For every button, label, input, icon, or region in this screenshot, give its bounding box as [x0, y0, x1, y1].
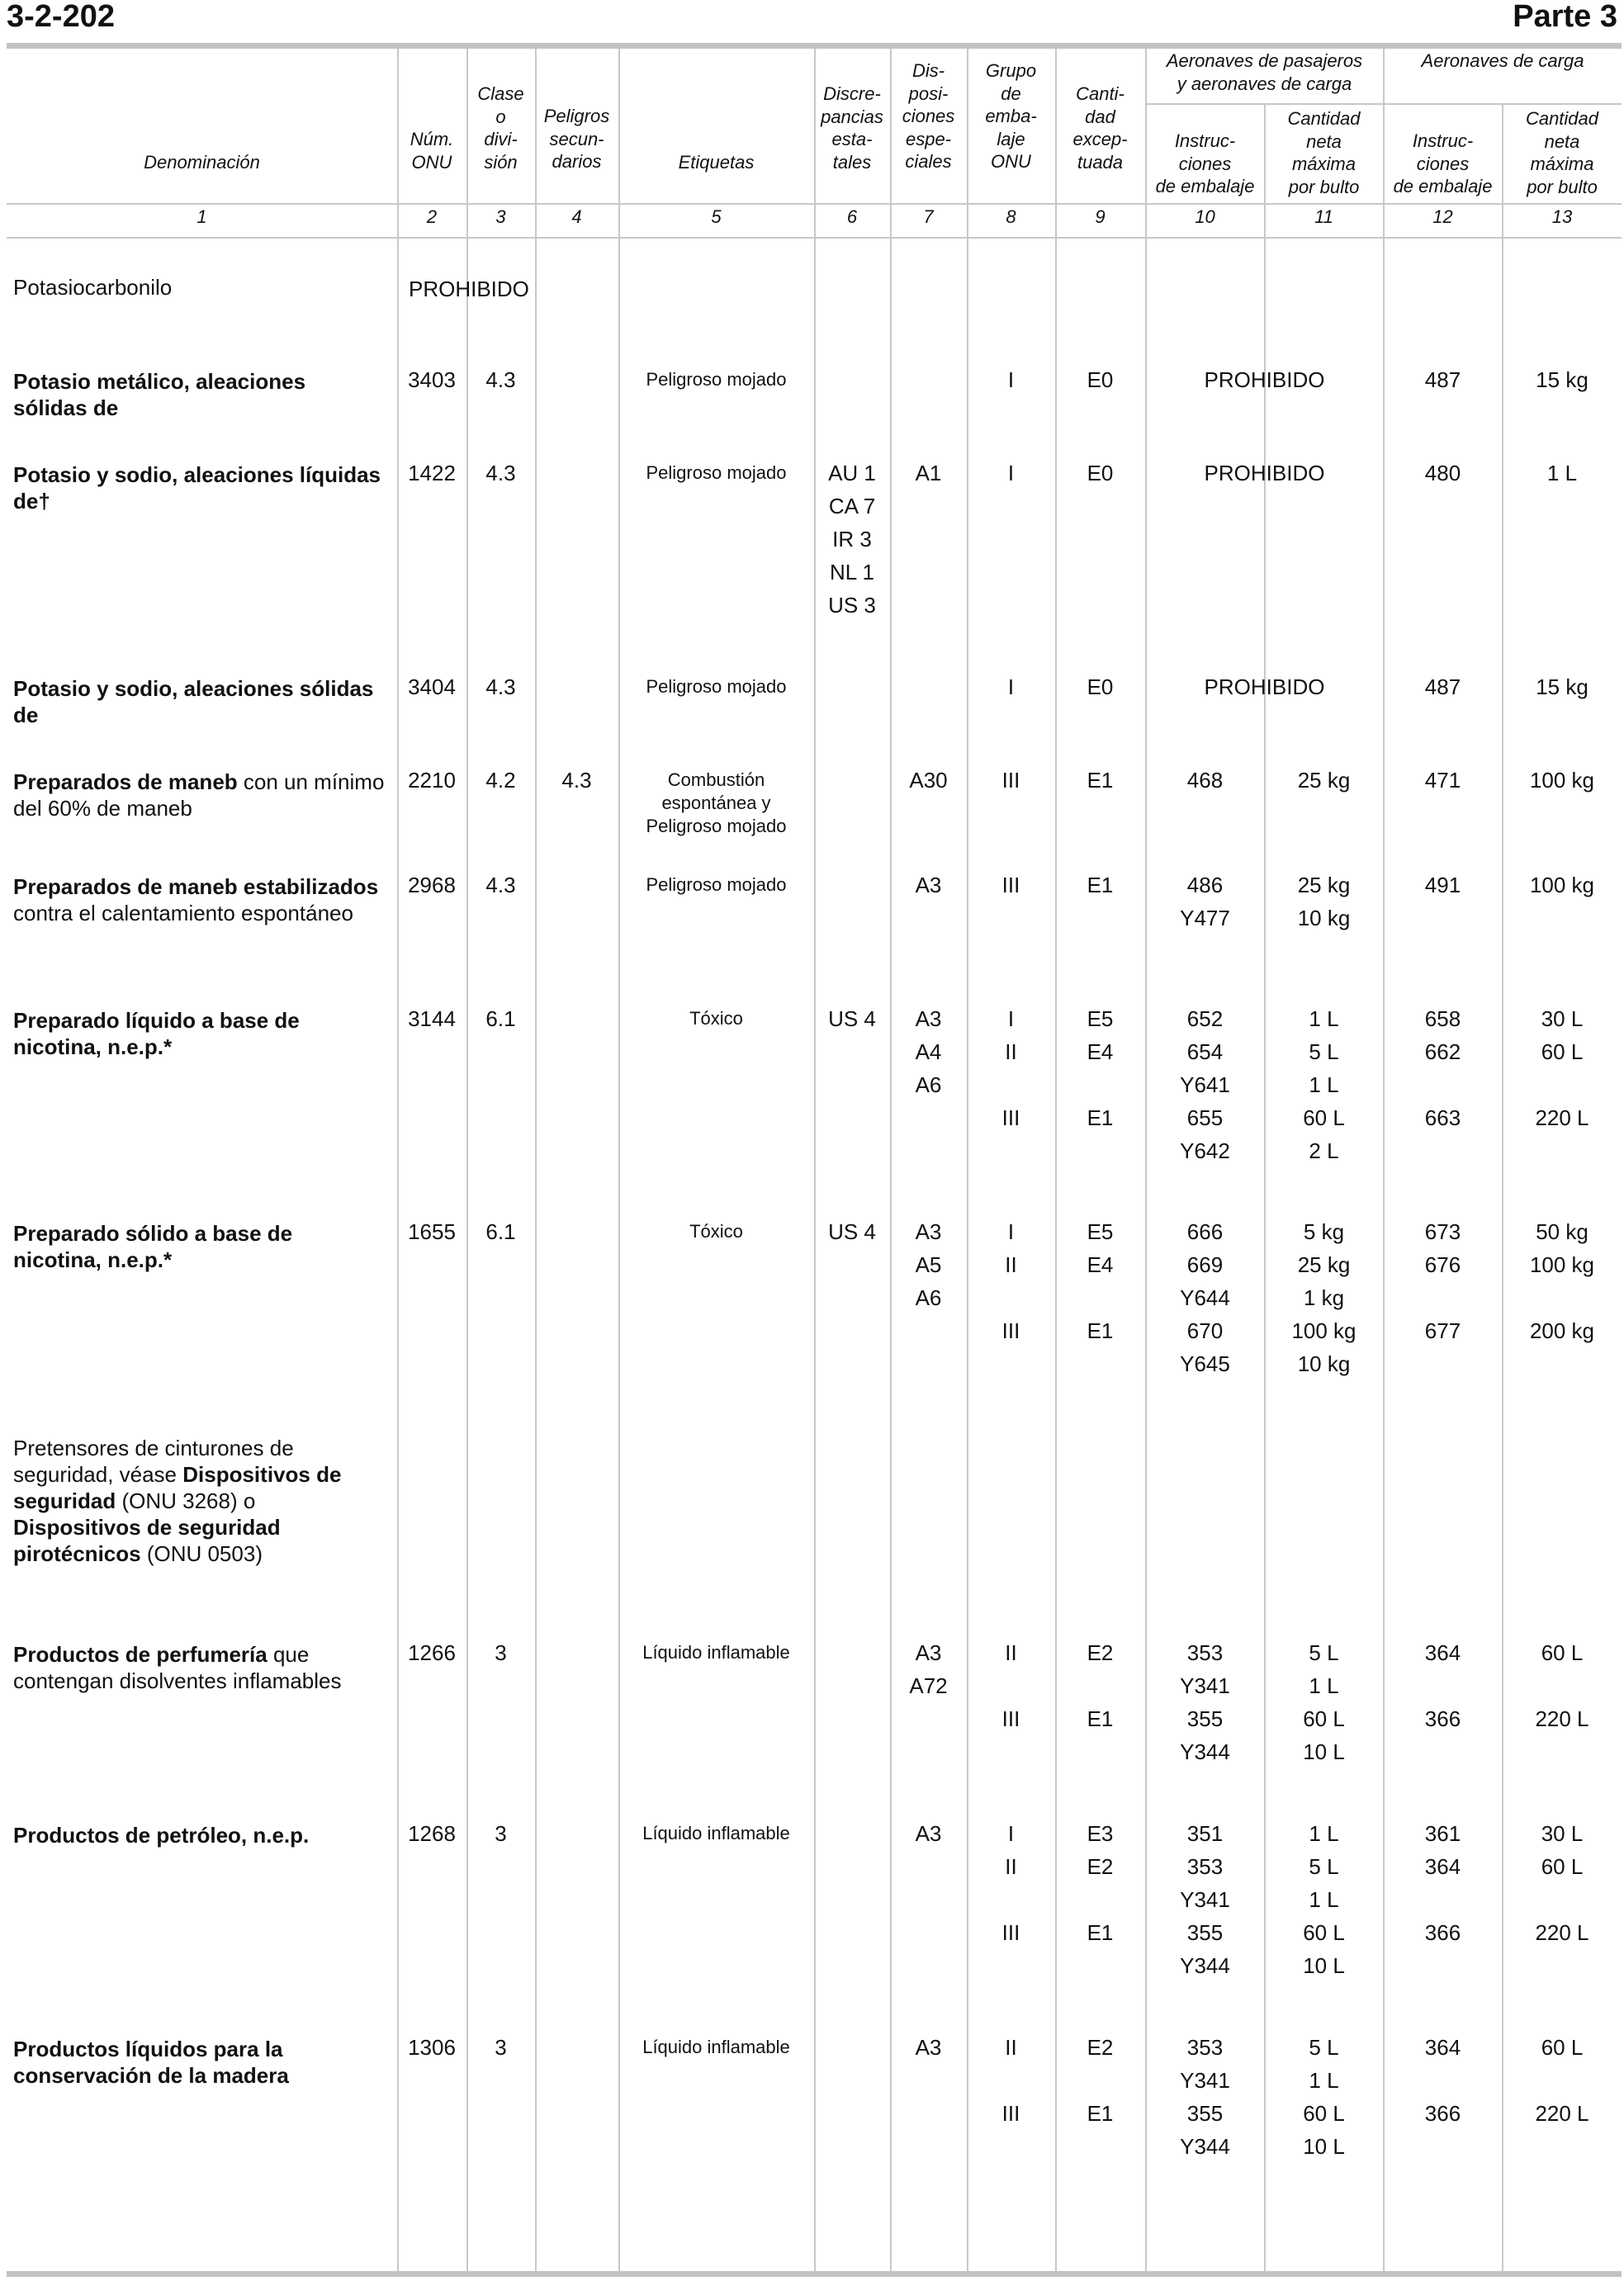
cell-pi-cargo: 487	[1424, 367, 1461, 392]
cell-pg: I	[1007, 367, 1015, 392]
cell-eq: E1	[1087, 873, 1114, 897]
colnum-12: 12	[1432, 206, 1453, 227]
colnum-6: 6	[846, 206, 858, 227]
cell-pi-cargo: 361 364 366	[1424, 1821, 1461, 1945]
cell-cls: 3	[495, 1640, 507, 1665]
cell-qty-cargo: 100 kg	[1529, 768, 1595, 793]
header-class: Clase o divi- sión	[477, 83, 524, 173]
cell-pg: I	[1007, 674, 1015, 699]
row-name-part: Potasiocarbonilo	[13, 275, 173, 300]
row-name-part: Dispositivos de seguridad pirotécnicos	[13, 1515, 281, 1566]
header-cargo-instructions: Instruc- ciones de embalaje	[1393, 130, 1493, 196]
colnum-1: 1	[196, 206, 207, 227]
header-excepted-qty: Canti- dad excep- tuada	[1072, 83, 1128, 173]
cell-qty-pass: 25 kg 10 kg	[1297, 873, 1351, 930]
cell-pi-pass: 353 Y341 355 Y344	[1180, 2035, 1230, 2159]
row-name-part: con un mínimo del 60% de maneb	[13, 769, 385, 821]
colnum-7: 7	[923, 206, 934, 227]
row-name-part: Preparados de maneb	[13, 769, 238, 794]
cell-pi-pass: 486 Y477	[1180, 873, 1230, 930]
colnum-11: 11	[1314, 206, 1333, 227]
cell-pi-cargo: 487	[1424, 674, 1461, 699]
colnum-3: 3	[495, 206, 506, 227]
cell-disc: US 4	[828, 1006, 876, 1031]
row-name-part: Potasio y sodio, aleaciones líquidas de†	[13, 462, 381, 513]
cell-pg: III	[1001, 768, 1020, 793]
cell-pi-cargo: 491	[1424, 873, 1461, 897]
cell-qty-cargo: 60 L 220 L	[1535, 1640, 1589, 1731]
cell-pg: I II III	[1001, 1006, 1020, 1130]
cell-cls: 4.3	[485, 461, 516, 485]
col-divider	[890, 49, 892, 2271]
cell-eq: E5 E4 E1	[1087, 1219, 1114, 1343]
cell-un: 1306	[408, 2035, 456, 2060]
row-name	[13, 1220, 385, 1273]
row-name-part: Preparado líquido a base de nicotina, n.e.p.*	[13, 1008, 300, 1059]
cell-pi-pass: 351 353 Y341 355 Y344	[1180, 1821, 1230, 1978]
cell-cls: 4.3	[485, 674, 516, 699]
cell-pi-cargo: 480	[1424, 461, 1461, 485]
cell-cls: 6.1	[485, 1219, 516, 1244]
cell-qty-pass: 1 L 5 L 1 L 60 L 10 L	[1303, 1821, 1345, 1978]
cell-qty-cargo: 1 L	[1546, 461, 1578, 485]
row-name-part: Potasio metálico, aleaciones sólidas de	[13, 369, 306, 420]
cell-qty-pass: 25 kg	[1297, 768, 1351, 793]
cell-label: Peligroso mojado	[646, 676, 787, 697]
cell-pg: I II III	[1001, 1219, 1020, 1343]
forbidden-text: PROHIBIDO	[409, 277, 529, 301]
cell-label: Peligroso mojado	[646, 874, 787, 895]
cell-un: 1422	[408, 461, 456, 485]
cell-sp: A30	[909, 768, 948, 793]
forbidden-passenger: PROHIBIDO	[1204, 461, 1325, 485]
row-name-part: Preparados de maneb estabilizados	[13, 874, 379, 899]
row-name	[13, 675, 385, 728]
row-name	[13, 769, 385, 821]
cell-un: 1655	[408, 1219, 456, 1244]
row-name-part: Pretensores de cinturones de seguridad, véase	[13, 1436, 294, 1487]
bottom-rule	[7, 2271, 1622, 2277]
cell-pg: I	[1007, 461, 1015, 485]
cell-pg: III	[1001, 873, 1020, 897]
cell-pi-pass: 666 669 Y644 670 Y645	[1180, 1219, 1230, 1376]
cell-qty-cargo: 15 kg	[1536, 367, 1588, 392]
cell-eq: E2 E1	[1087, 1640, 1114, 1731]
cell-eq: E1	[1087, 768, 1114, 793]
cell-label: Líquido inflamable	[642, 1823, 790, 1843]
header-cargo-aircraft: Aeronaves de carga	[1421, 50, 1584, 71]
row-name-part: Productos de perfumería	[13, 1642, 268, 1667]
row-name	[13, 1641, 385, 1694]
colnum-10: 10	[1195, 206, 1215, 227]
cell-cls: 6.1	[485, 1006, 516, 1031]
cell-label: Combustión espontánea y Peligroso mojado	[646, 769, 787, 836]
colnum-5: 5	[711, 206, 722, 227]
cell-sp: A1	[915, 461, 942, 485]
header-denominacion: Denominación	[144, 152, 260, 173]
row-name-part: Dispositivos de seguridad	[13, 1462, 342, 1513]
cell-un: 2968	[408, 873, 456, 897]
cell-disc: AU 1 CA 7 IR 3 NL 1 US 3	[828, 461, 876, 618]
row-name	[13, 1435, 385, 1567]
row-name-part: (ONU 0503)	[140, 1541, 263, 1566]
row-name	[13, 873, 385, 926]
cell-sp: A3 A72	[909, 1640, 948, 1698]
row-name-part: (ONU 3268) o	[116, 1488, 256, 1513]
cell-eq: E3 E2 E1	[1087, 1821, 1114, 1945]
cell-eq: E5 E4 E1	[1087, 1006, 1114, 1130]
row-name	[13, 1822, 385, 1848]
cell-cls: 3	[495, 2035, 507, 2060]
cell-pi-cargo: 658 662 663	[1424, 1006, 1461, 1130]
header-state-variations: Discre- pancias esta- tales	[821, 83, 883, 173]
cell-label: Peligroso mojado	[646, 369, 787, 390]
cell-label: Líquido inflamable	[642, 2037, 790, 2057]
forbidden-passenger: PROHIBIDO	[1204, 674, 1325, 699]
cell-sp: A3 A5 A6	[915, 1219, 942, 1310]
cell-label: Peligroso mojado	[646, 462, 787, 483]
cell-pi-pass: 468	[1186, 768, 1224, 793]
cell-pi-cargo: 673 676 677	[1424, 1219, 1461, 1343]
header-special-provisions: Dis- posi- ciones espe- ciales	[902, 60, 955, 172]
cell-cls: 4.3	[485, 873, 516, 897]
cell-pg: II III	[1001, 1640, 1020, 1731]
cell-label: Líquido inflamable	[642, 1642, 790, 1663]
cell-sp: A3	[915, 1821, 942, 1846]
row-name-part: Productos de petróleo, n.e.p.	[13, 1823, 310, 1848]
cell-qty-cargo: 30 L 60 L 220 L	[1535, 1006, 1589, 1130]
row-name-part: contra el calentamiento espontáneo	[13, 901, 353, 925]
row-name-part: Potasio y sodio, aleaciones sólidas de	[13, 676, 374, 727]
colnum-4: 4	[571, 206, 582, 227]
row-name-part: Productos líquidos para la conservación de la madera	[13, 2037, 289, 2088]
cell-cls: 3	[495, 1821, 507, 1846]
section-number: 3-2-202	[7, 0, 115, 34]
cell-qty-pass: 5 L 1 L 60 L 10 L	[1303, 2035, 1345, 2159]
cell-pg: I II III	[1001, 1821, 1020, 1945]
cell-cls: 4.2	[485, 768, 516, 793]
cell-un: 1268	[408, 1821, 456, 1846]
cell-un: 3403	[408, 367, 456, 392]
header-un-number: Núm. ONU	[410, 129, 454, 173]
cell-pi-pass: 353 Y341 355 Y344	[1180, 1640, 1230, 1764]
cell-sp: A3	[915, 2035, 942, 2060]
cell-eq: E0	[1087, 461, 1114, 485]
cell-cls: 4.3	[485, 367, 516, 392]
cell-qty-cargo: 50 kg 100 kg 200 kg	[1529, 1219, 1595, 1343]
forbidden-passenger: PROHIBIDO	[1204, 367, 1325, 392]
col-divider	[814, 49, 816, 2271]
colnum-13: 13	[1551, 206, 1573, 227]
cell-qty-pass: 5 kg 25 kg 1 kg 100 kg 10 kg	[1291, 1219, 1356, 1376]
cell-un: 1266	[408, 1640, 456, 1665]
cell-disc: US 4	[828, 1219, 876, 1244]
cell-pg: II III	[1001, 2035, 1020, 2126]
cell-un: 2210	[408, 768, 456, 793]
cell-sec: 4.3	[561, 768, 592, 793]
cell-label: Tóxico	[689, 1008, 743, 1029]
row-name	[13, 461, 385, 514]
header-labels: Etiquetas	[678, 152, 755, 173]
cell-eq: E0	[1087, 367, 1114, 392]
cell-un: 3404	[408, 674, 456, 699]
row-name	[13, 368, 385, 421]
row-name	[13, 1007, 385, 1060]
cell-pi-cargo: 471	[1424, 768, 1461, 793]
row-name	[13, 274, 385, 301]
row-name-part: Preparado sólido a base de nicotina, n.e.p.*	[13, 1221, 293, 1272]
cell-qty-cargo: 15 kg	[1536, 674, 1588, 699]
row-name	[13, 2036, 385, 2089]
cell-qty-pass: 1 L 5 L 1 L 60 L 2 L	[1303, 1006, 1345, 1163]
colnum-8: 8	[1006, 206, 1016, 227]
cell-pi-cargo: 364 366	[1424, 1640, 1461, 1731]
cell-qty-pass: 5 L 1 L 60 L 10 L	[1303, 1640, 1345, 1764]
cell-pi-pass: 652 654 Y641 655 Y642	[1180, 1006, 1230, 1163]
col-divider	[535, 49, 537, 2271]
top-rule	[7, 43, 1622, 49]
row-name-part: que contengan disolventes inflamables	[13, 1642, 342, 1693]
part-label: Parte 3	[1513, 0, 1617, 34]
cell-qty-cargo: 100 kg	[1529, 873, 1595, 897]
header-pass-instructions: Instruc- ciones de embalaje	[1155, 130, 1255, 196]
cell-un: 3144	[408, 1006, 456, 1031]
cell-qty-cargo: 60 L 220 L	[1535, 2035, 1589, 2126]
colnum-9: 9	[1095, 206, 1106, 227]
cell-eq: E0	[1087, 674, 1114, 699]
cell-pi-cargo: 364 366	[1424, 2035, 1461, 2126]
cell-qty-cargo: 30 L 60 L 220 L	[1535, 1821, 1589, 1945]
header-packing-group: Grupo de emba- laje ONU	[985, 60, 1037, 172]
header-secondary-hazards: Peligros secun- darios	[543, 106, 610, 172]
cell-sp: A3	[915, 873, 942, 897]
header-passenger-aircraft: Aeronaves de pasajeros y aeronaves de carga	[1166, 50, 1363, 94]
cell-eq: E2 E1	[1087, 2035, 1114, 2126]
cell-sp: A3 A4 A6	[915, 1006, 942, 1097]
header-cargo-quantity: Cantidad neta máxima por bulto	[1525, 108, 1599, 197]
cell-label: Tóxico	[689, 1221, 743, 1242]
colnum-2: 2	[426, 206, 438, 227]
header-pass-quantity: Cantidad neta máxima por bulto	[1287, 108, 1361, 197]
